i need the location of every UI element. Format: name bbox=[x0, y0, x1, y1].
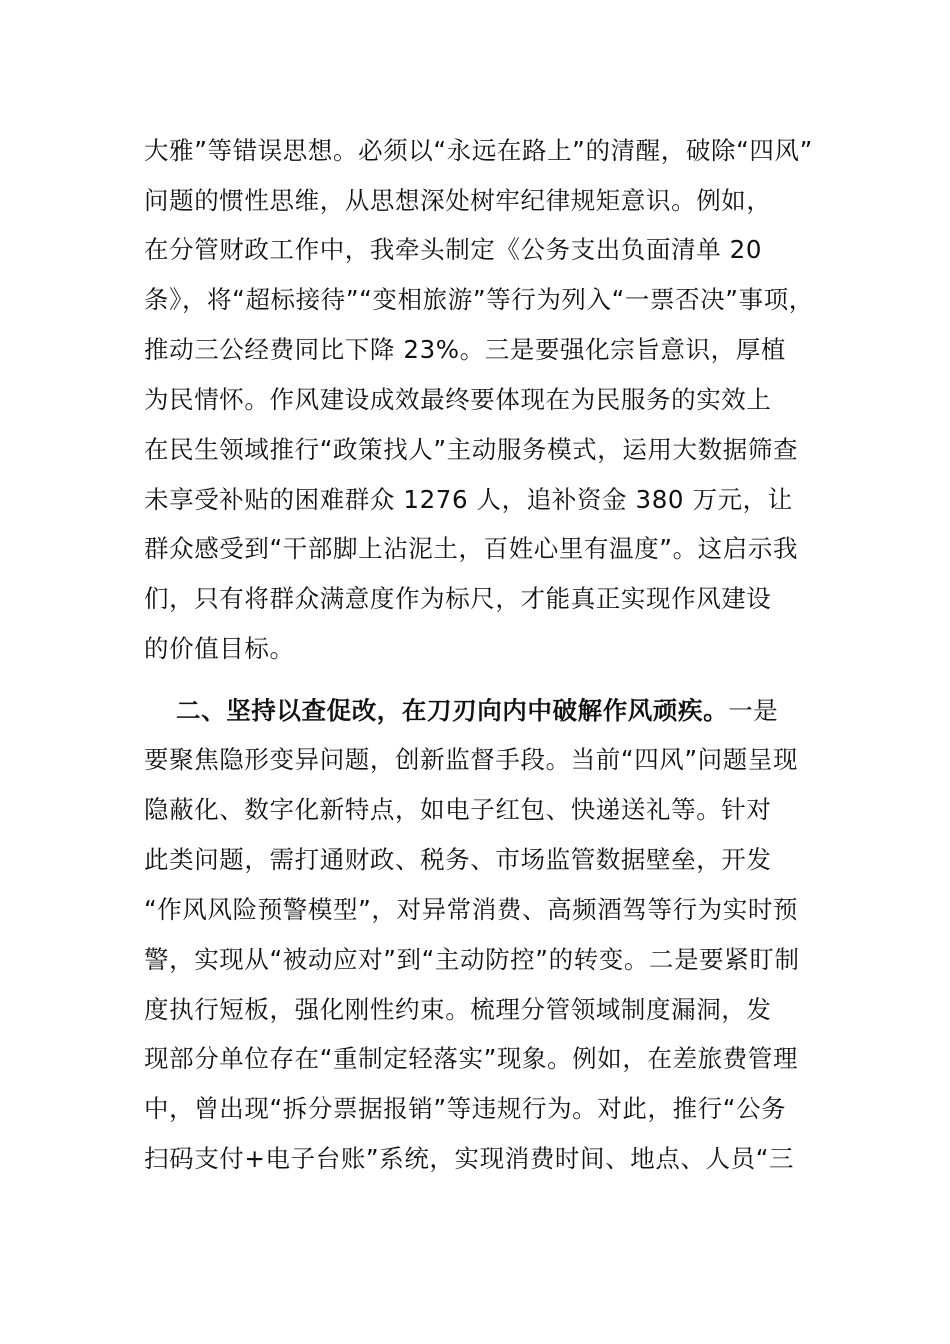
body-line-11: 的价值目标。 bbox=[144, 634, 295, 663]
body-line-2: 问题的惯性思维，从思想深处树牢纪律规矩意识。例如， bbox=[144, 186, 772, 215]
body-line-10: 们，只有将群众满意度作为标尺，才能真正实现作风建设 bbox=[144, 584, 772, 613]
body-line-6: 为民情怀。作风建设成效最终要体现在为民服务的实效上 bbox=[144, 385, 772, 414]
body-line-17: 度执行短板，强化刚性约束。梳理分管领域制度漏洞，发 bbox=[144, 995, 772, 1024]
body-line-19: 中，曾出现“拆分票据报销”等违规行为。对此，推行“公务 bbox=[144, 1094, 787, 1123]
body-line-1: 大雅”等错误思想。必须以“永远在路上”的清醒，破除“四风” bbox=[144, 136, 813, 165]
section-heading-continuation: 一是 bbox=[728, 696, 779, 725]
body-line-7: 在民生领域推行“政策找人”主动服务模式，运用大数据筛查 bbox=[144, 435, 799, 464]
body-line-5: 推动三公经费同比下降 23%。三是要强化宗旨意识，厚植 bbox=[144, 335, 786, 364]
body-line-12: 要聚焦隐形变异问题，创新监督手段。当前“四风”问题呈现 bbox=[144, 745, 799, 774]
body-line-4: 条》，将“超标接待”“变相旅游”等行为列入“一票否决”事项， bbox=[144, 285, 814, 314]
body-line-9: 群众感受到“干部脚上沾泥土，百姓心里有温度”。这启示我 bbox=[144, 534, 799, 563]
section-heading-line bbox=[176, 693, 778, 729]
body-line-14: 此类问题，需打通财政、税务、市场监管数据壁垒，开发 bbox=[144, 845, 772, 874]
section-heading: 二、坚持以查促改，在刀刃向内中破解作风顽疾。 bbox=[176, 696, 729, 725]
body-line-13: 隐蔽化、数字化新特点，如电子红包、快递送礼等。针对 bbox=[144, 795, 772, 824]
body-line-20: 扫码支付+电子台账”系统，实现消费时间、地点、人员“三 bbox=[144, 1144, 795, 1173]
body-line-18: 现部分单位存在“重制定轻落实”现象。例如，在差旅费管理 bbox=[144, 1044, 799, 1073]
body-line-15: “作风风险预警模型”，对异常消费、高频酒驾等行为实时预 bbox=[144, 895, 799, 924]
body-line-3: 在分管财政工作中，我牵头制定《公务支出负面清单 20 bbox=[144, 235, 763, 264]
body-line-16: 警，实现从“被动应对”到“主动防控”的转变。二是要紧盯制 bbox=[144, 945, 800, 974]
body-line-8: 未享受补贴的困难群众 1276 人，追补资金 380 万元，让 bbox=[144, 485, 793, 514]
